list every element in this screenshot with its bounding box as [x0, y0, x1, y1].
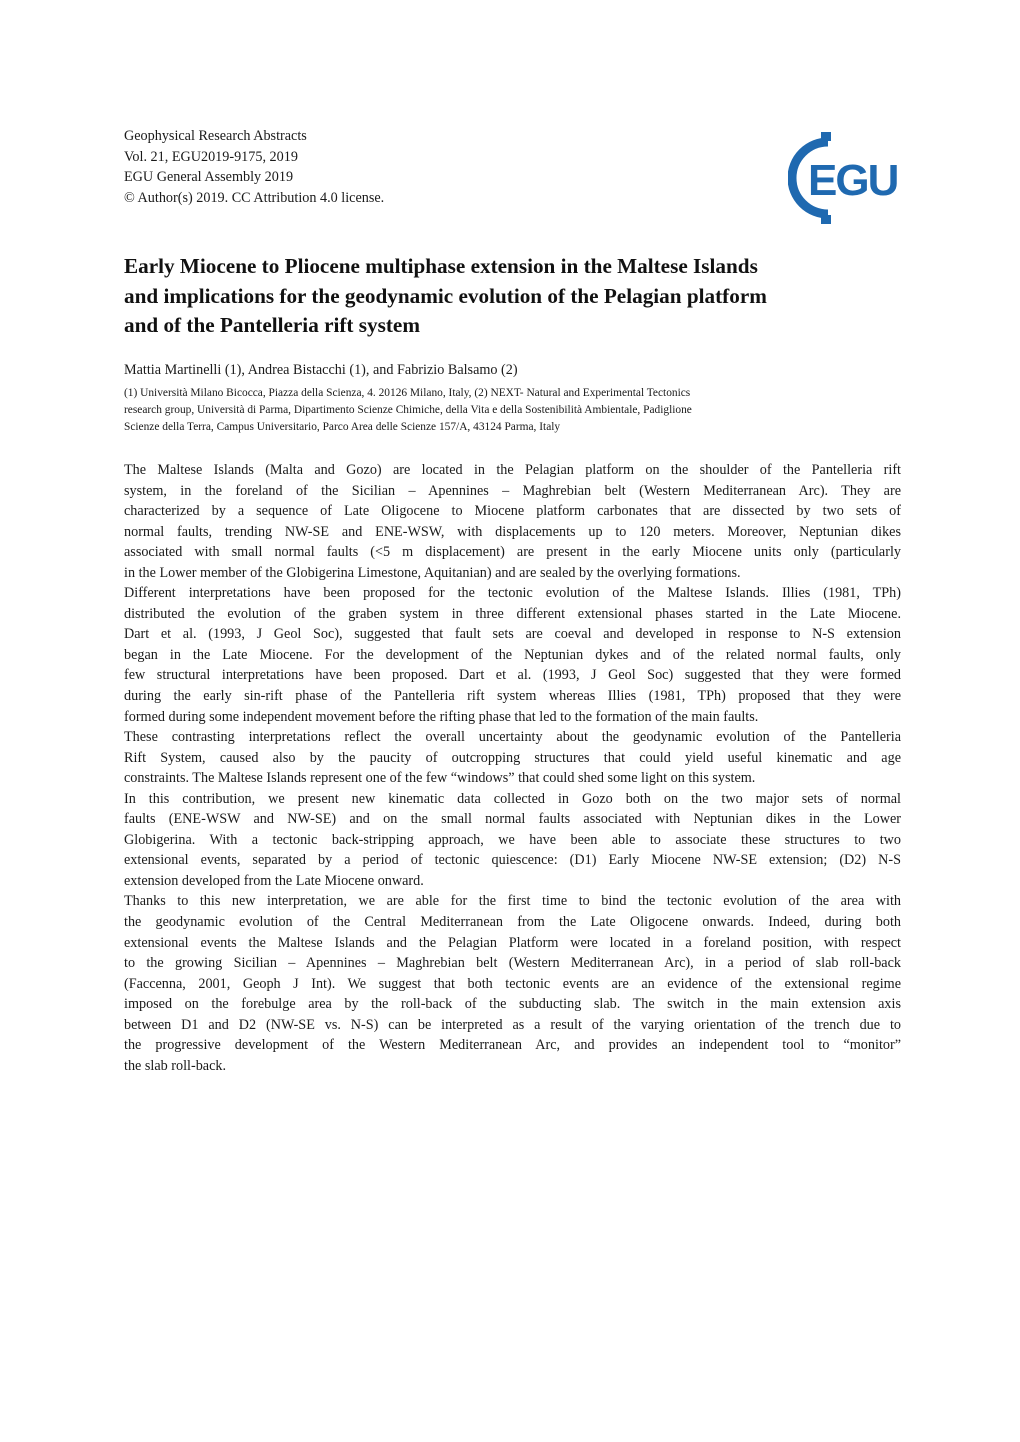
egu-logo-icon — [788, 130, 910, 226]
abstract-line: constraints. The Maltese Islands represent one of the few “windows” that could shed some light on this system. — [124, 770, 756, 787]
abstract-line: imposed on the forebulge area by the roll-back of the subducting slab. The switch in the main extension axis — [124, 996, 901, 1013]
publication-header — [124, 126, 384, 208]
abstract-line: between D1 and D2 (NW-SE vs. N-S) can be interpreted as a result of the varying orientation of the trench due to — [124, 1016, 901, 1033]
title-line: and of the Pantelleria rift system — [124, 313, 420, 337]
abstract-line: distributed the evolution of the graben system in three different extensional phases started in the Late Miocene. — [124, 605, 901, 622]
abstract-line: few structural interpretations have been proposed. Dart et al. (1993, J Geol Soc) suggested that they were formed — [124, 667, 901, 684]
abstract-line: extensional events the Maltese Islands and the Pelagian Platform were located in a foreland position, with respect — [124, 934, 901, 951]
author-list: Mattia Martinelli (1), Andrea Bistacchi (1), and Fabrizio Balsamo (2) — [124, 362, 518, 378]
abstract-line: (Faccenna, 2001, Geoph J Int). We suggest that both tectonic events are an evidence of the extensional regime — [124, 975, 901, 992]
affiliation-line: (1) Università Milano Bicocca, Piazza della Scienza, 4. 20126 Milano, Italy, (2) NEXT- Natural and Experimental Tectonics — [124, 387, 691, 399]
affiliation-line: Scienze della Terra, Campus Universitario, Parco Area delle Scienze 157/A, 43124 Parma, Italy — [124, 421, 561, 433]
license-notice: © Author(s) 2019. CC Attribution 4.0 license. — [124, 189, 385, 206]
abstract-body — [124, 460, 901, 1076]
affiliation-line: research group, Università di Parma, Dipartimento Scienze Chimiche, della Vita e della Sostenibilità Ambientale, Padiglione — [124, 404, 692, 416]
abstract-line: extensional events, separated by a period of tectonic quiescence: (D1) Early Miocene NW-SE extension; (D2) N-S — [124, 852, 901, 869]
abstract-line: associated with small normal faults (<5 m displacement) are present in the early Miocene units only (particularly — [124, 544, 901, 561]
abstract-line: characterized by a sequence of Late Oligocene to Miocene platform carbonates that are dissected by two sets of — [124, 503, 901, 520]
abstract-line: Dart et al. (1993, J Geol Soc), suggested that fault sets are coeval and developed in response to N-S extension — [124, 626, 901, 643]
abstract-line: faults (ENE-WSW and NW-SE) and on the small normal faults associated with Neptunian dikes in the Lower — [124, 811, 901, 828]
abstract-line: normal faults, trending NW-SE and ENE-WSW, with displacements up to 120 meters. Moreover, Neptunian dikes — [124, 523, 901, 540]
abstract-line: Globigerina. With a tectonic back-stripping approach, we have been able to associate these structures to two — [124, 831, 901, 848]
abstract-line: the progressive development of the Western Mediterranean Arc, and provides an independent tool to “monitor” — [124, 1037, 901, 1054]
abstract-line: Thanks to this new interpretation, we are able for the first time to bind the tectonic evolution of the area with — [124, 893, 901, 910]
abstract-line: Different interpretations have been proposed for the tectonic evolution of the Maltese Islands. Illies (1981, TPh) — [124, 585, 901, 602]
abstract-line: Rift System, caused also by the paucity of outcropping structures that could yield useful kinematic and age — [124, 749, 901, 766]
journal-name: Geophysical Research Abstracts — [124, 128, 307, 144]
abstract-line: extension developed from the Late Miocene onward. — [124, 872, 424, 889]
paper-title — [124, 252, 904, 341]
abstract-line: These contrasting interpretations reflect the overall uncertainty about the geodynamic evolution of the Pantelleria — [124, 729, 901, 746]
abstract-line: began in the Late Miocene. For the development of the Neptunian dykes and of the related normal faults, only — [124, 646, 901, 663]
title-line: and implications for the geodynamic evolution of the Pelagian platform — [124, 283, 767, 308]
abstract-line: the geodynamic evolution of the Central Mediterranean from the Late Oligocene onwards. Indeed, during both — [124, 914, 901, 931]
abstract-line: system, in the foreland of the Sicilian – Apennines – Maghrebian belt (Western Mediterranean Arc). They are — [124, 482, 901, 499]
abstract-line: The Maltese Islands (Malta and Gozo) are located in the Pelagian platform on the shoulder of the Pantelleria rift — [124, 462, 901, 478]
assembly-name: EGU General Assembly 2019 — [124, 169, 294, 186]
abstract-line: the slab roll-back. — [124, 1057, 227, 1074]
abstract-line: formed during some independent movement before the rifting phase that led to the formation of the main faults. — [124, 708, 759, 725]
abstract-line: In this contribution, we present new kinematic data collected in Gozo both on the two major sets of normal — [124, 790, 901, 807]
abstract-line: in the Lower member of the Globigerina Limestone, Aquitanian) and are sealed by the overlying formations. — [124, 564, 741, 581]
volume-info: Vol. 21, EGU2019-9175, 2019 — [124, 148, 298, 165]
affiliations — [124, 385, 692, 436]
title-line: Early Miocene to Pliocene multiphase extension in the Maltese Islands — [124, 254, 758, 278]
abstract-line: during the early sin-rift phase of the Pantelleria rift system whereas Illies (1981, TPh) proposed that they were — [124, 688, 901, 705]
abstract-line: to the growing Sicilian – Apennines – Maghrebian belt (Western Mediterranean Arc), in a period of slab roll-back — [124, 955, 901, 972]
egu-logo-text: EGU — [808, 156, 898, 205]
